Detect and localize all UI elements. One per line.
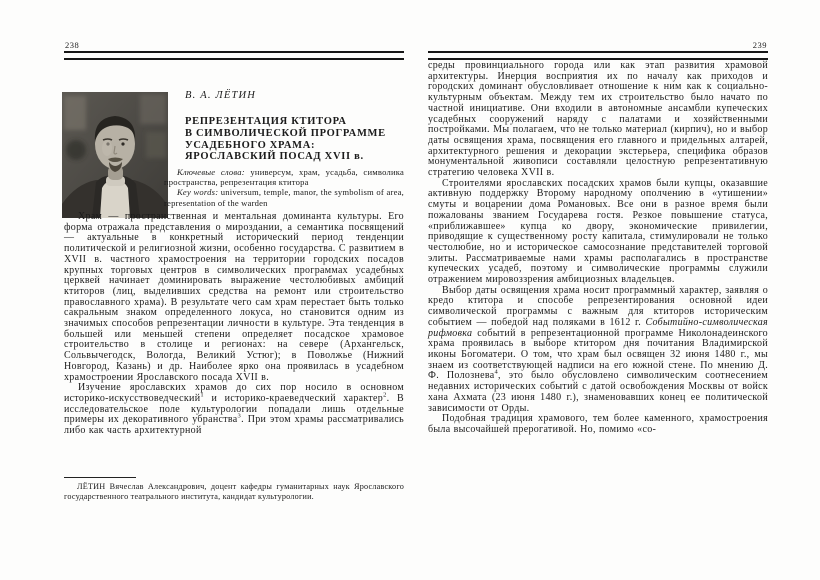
page-left [64, 0, 404, 580]
body-paragraph: Храм — пространственная и ментальная доминанта культуры. Его форма отражала представления о мироздании, а семантика посвящений — актуальные в конкретный исторический период тенденции политической и религиозной жизни, особенно государства. С развитием в XVII в. частного храмостроения на территории городских посадов крупных торговых центров в символических программах усадебных церквей начинает доминировать выражение честолюбивых амбиций ктиторов (лиц, выделивших средства на ремонт или строительство православного храма). В результате чего сам храм перестает быть только сакральным знаком определенного локуса, но становится одним из значимых способов репрезентации личности в культуре. Эта тенденция в большей или меньшей степени определяет посадское храмовое строительство в столице и регионах: на севере (Архангельск, Сольвычегодск, Вологда, Великий Устюг); в Поволжье (Нижний Новгород, Казань) и др. Наиболее ярко она проявилась в усадебном храмостроении Ярославского посада XVII в. [64, 211, 404, 383]
footnote-text: ЛЁТИН Вячеслав Александрович, доцент кафедры гуманитарных наук Ярославского государственного театрального института, кандидат культурологии. [64, 482, 404, 502]
header-rule-right [428, 51, 768, 60]
body-paragraph: среды провинциального города или как этап развития храмовой архитектуры. Инерция восприятия их по началу как приходов и городских доминант обусловливает отношение к ним как к социально-культурным объектам. Между тем их строительство было начато по частной инициативе. Они входили в автономные ансамбли купеческих усадебных сооружений наряду с палатами и хозяйственными постройками. Мы полагаем, что не только материал (кирпич), но и выбор даты освящения храма, посвящения его главного и придельных алтарей, архитектурного решения и декорации экстерьера, специфика образов монументальной живописи составляли целостную репрезентативную стратегию человека XVII в. [428, 60, 768, 179]
right-page-body [428, 61, 768, 436]
keywords-en: Key words: universum, temple, manor, the symbolism of area, representation of the warden [164, 187, 404, 208]
header-rule-left [64, 51, 404, 60]
body-paragraph: Изучение ярославских храмов до сих пор носило в основном историко-искусствоведческий$^1$ и историко-краеведческий характер$^2$. В исследовательское поле культурологии попадали лишь отдельные примеры их декоративного убранства$^3$. При этом храмы рассматривались либо как часть архитектурной [64, 382, 405, 437]
body-paragraph: Строителями ярославских посадских храмов были купцы, оказавшие активную поддержку Второму народному ополчению в «утишении» смуты и воцарении дома Романовых. Все они в разное время были пожалованы званием Государева гостя. Резкое повышение статуса, «приближавшее» купца ко двору, экономические привилегии, приводящие к существенному росту капитала, стимулировали не только честолюбие, но и историческое самосознание представителей торговой элиты. Рассматриваемые нами храмы располагались в пространстве купеческих усадеб, поэтому и символические программы служили отражением мировоззрения амбициозных владельцев. [428, 177, 768, 286]
footnote-separator [64, 477, 136, 478]
article-title-line: В СИМВОЛИЧЕСКОЙ ПРОГРАММЕ [185, 127, 386, 139]
body-paragraph: Выбор даты освящения храма носит программный характер, заявляя о кредо ктитора и способе репрезентирования основной идеи символической программы с важным для ктиторов историческим событием — победой над поляками в 1612 г. Событийно-символическая рифмовка событий в репрезентационной программе Николонадеинского храма проявилась в выборе ктитором дня почитания Владимирской иконы Богоматери. О том, что храм был освящен 32 июня 1480 г., мы знаем из соответствующей надписи на его южной стене. По мнению Д. Ф. Полознева$^4$, это было обусловлено символическим соотнесением недавних исторических событий с датой освобождения Москвы от войск хана Ахмата (23 июня 1480 г.), знаменовавших конец ее политической зависимости от Орды. [428, 284, 768, 414]
page-number-left: 238 [65, 40, 80, 50]
keywords-block [164, 167, 404, 208]
article-title-line: ЯРОСЛАВСКИЙ ПОСАД XVII в. [185, 151, 364, 163]
article-title-line: РЕПРЕЗЕНТАЦИЯ КТИТОРА [185, 116, 347, 127]
portrait-photo [62, 92, 168, 218]
body-paragraph: Подобная традиция храмового, тем более каменного, храмостроения была высочайшей прерогативой. Но, помимо «со- [428, 413, 768, 435]
footnote-block [64, 482, 404, 502]
keywords-ru: Ключевые слова: универсум, храм, усадьба, символика пространства, репрезентация ктитора [164, 167, 405, 188]
page-right [428, 0, 768, 580]
author-name: В. А. ЛЁТИН [185, 90, 257, 101]
page-number-right: 239 [752, 40, 767, 50]
article-title [185, 116, 404, 163]
article-title-line: УСАДЕБНОГО ХРАМА: [185, 139, 316, 151]
left-page-body [64, 212, 404, 437]
